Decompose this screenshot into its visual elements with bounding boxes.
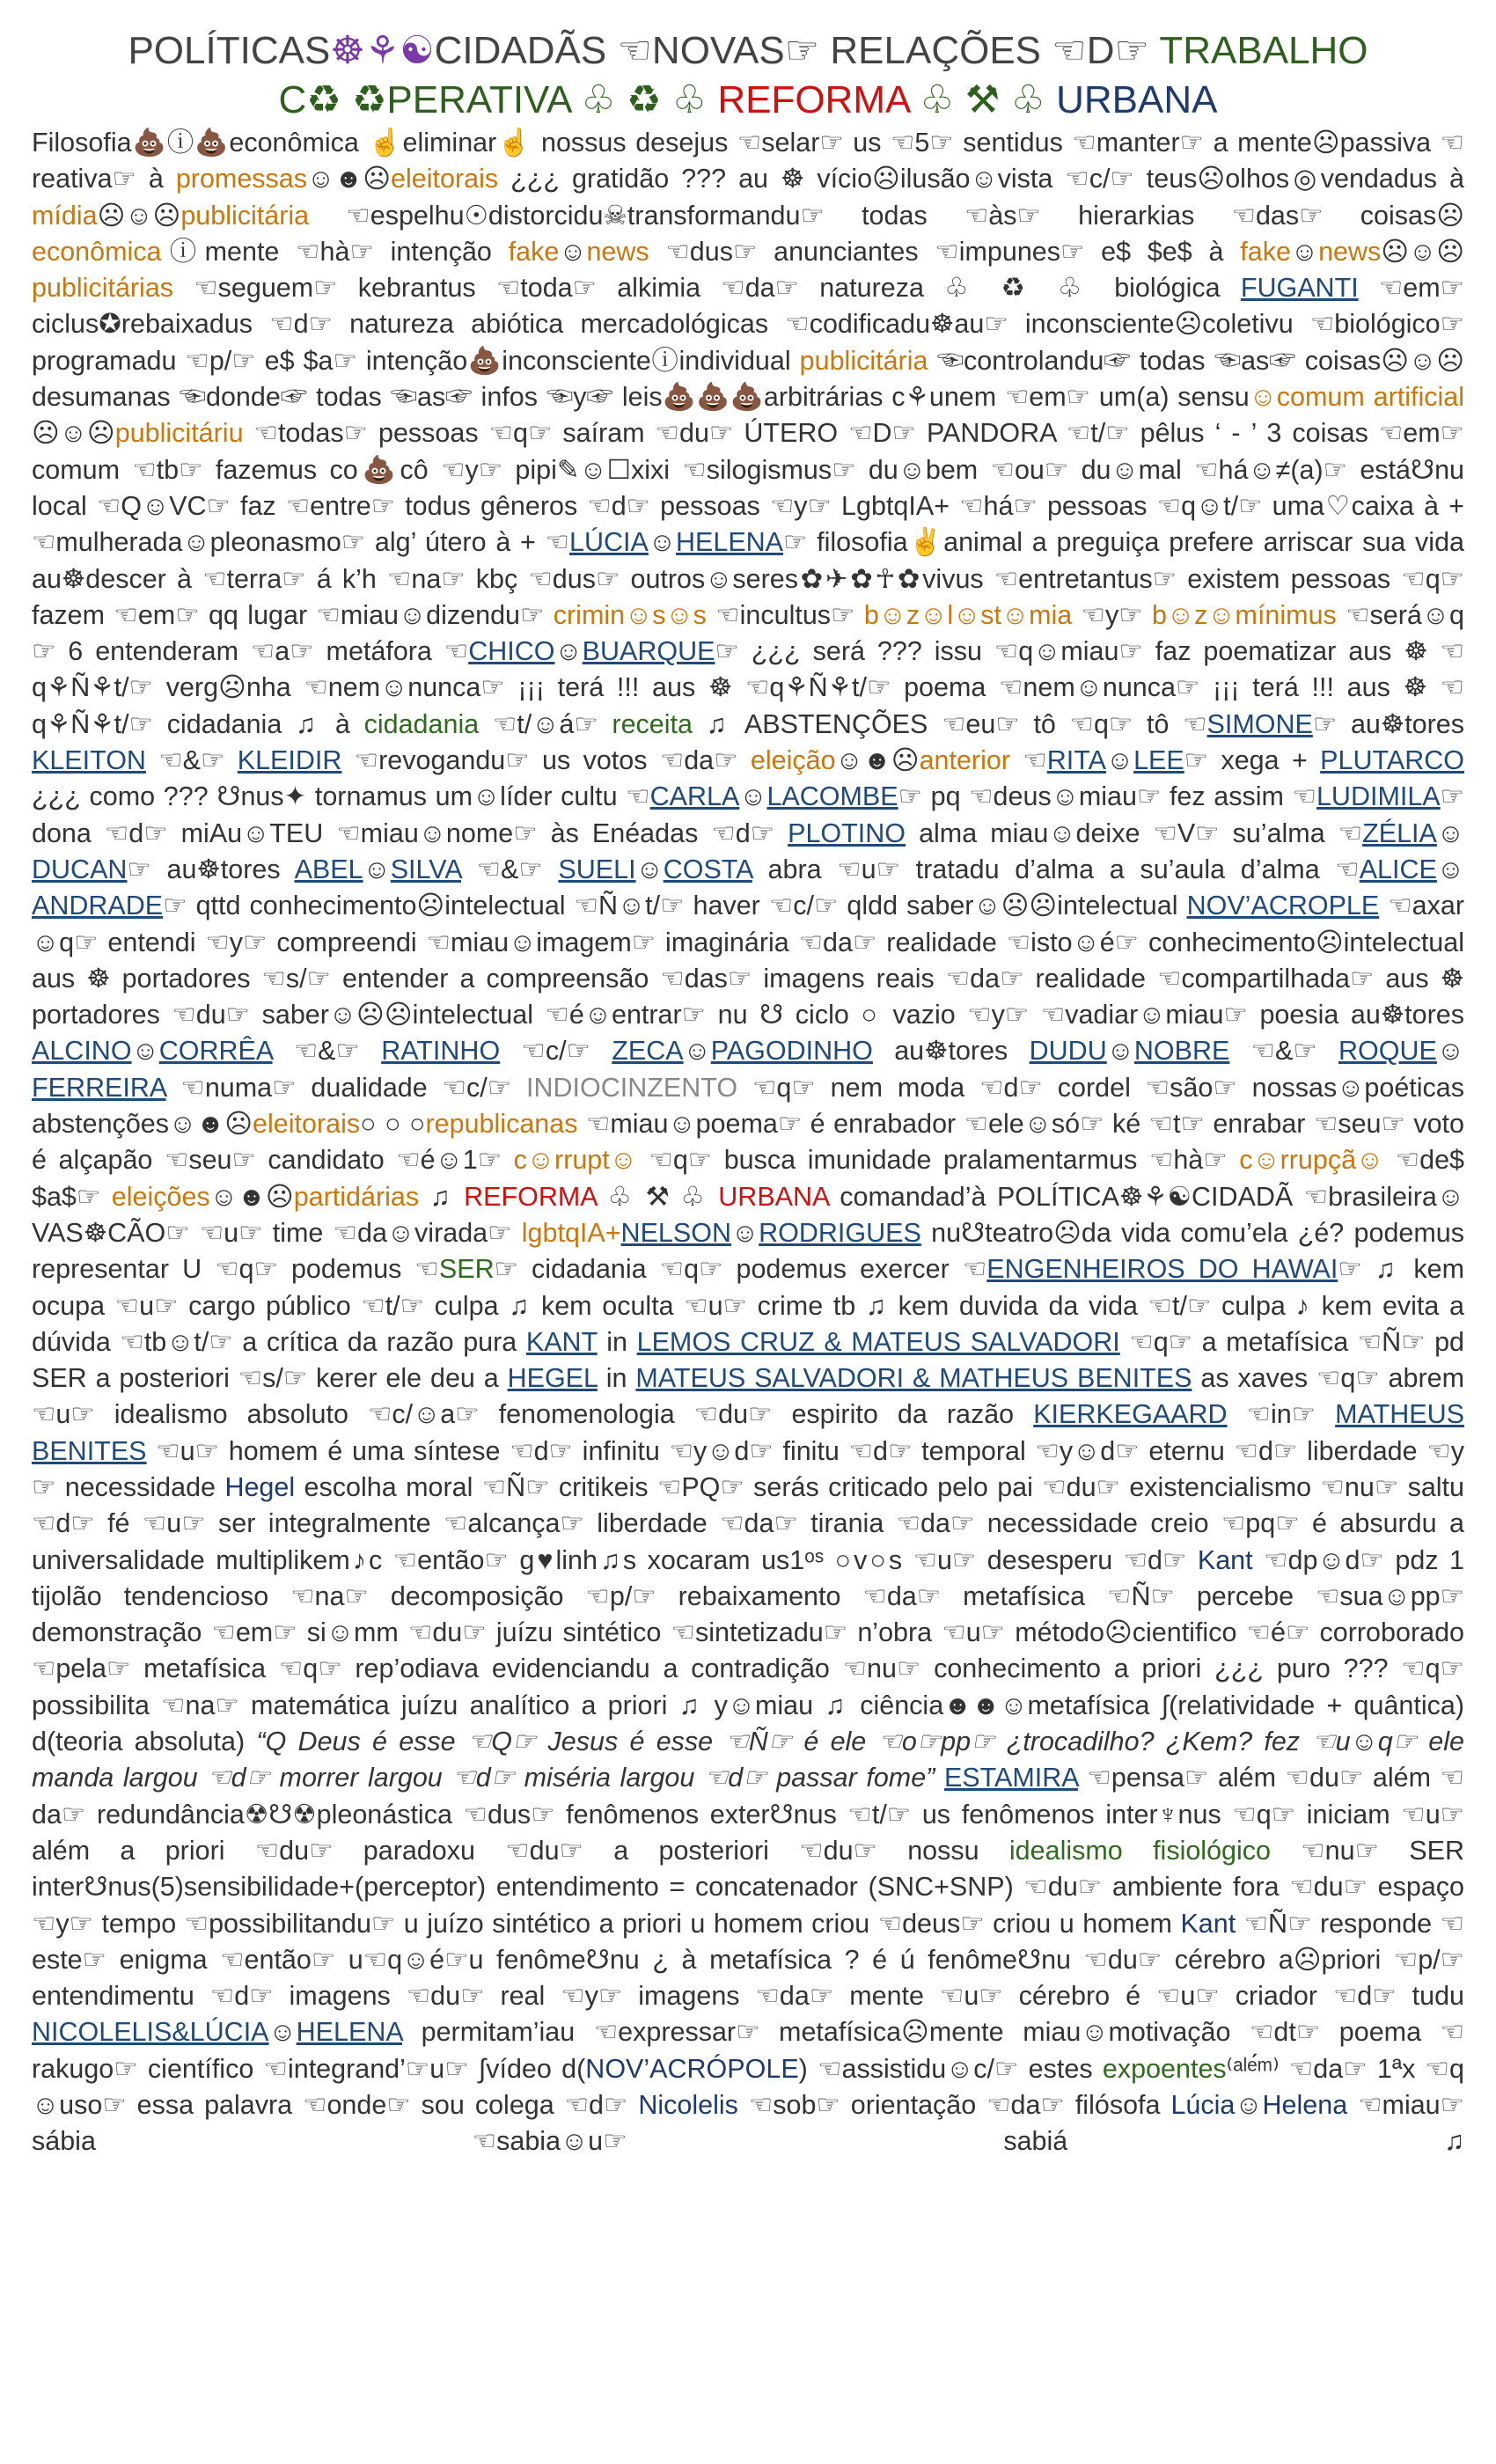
text-segment: ○ ○ ○ (360, 1109, 426, 1140)
reference-link[interactable]: RATINHO (381, 1036, 501, 1067)
reference-link[interactable]: ALCINO (32, 1036, 132, 1067)
text-segment: URBANA (718, 1181, 829, 1212)
reference-link[interactable]: PLUTARCO (1320, 745, 1464, 776)
text-segment: NOV’ACRÓPOLE (585, 2053, 799, 2084)
text-segment: ☺ (1290, 236, 1319, 267)
text-segment: ☜&☞ (460, 854, 559, 884)
text-segment: publicitárias (32, 273, 174, 304)
reference-link[interactable]: KANT (525, 1326, 598, 1357)
reference-link[interactable]: ANDRADE (32, 891, 164, 921)
reference-link[interactable]: ALICE (1359, 854, 1437, 884)
document-title (32, 26, 1464, 125)
reference-link[interactable]: ESTAMIRA (943, 1763, 1078, 1793)
reference-link[interactable]: CORRÊA (158, 1036, 273, 1067)
text-segment: lgbtqIA+ (521, 1217, 621, 1248)
title-segment: POLÍTICAS (128, 29, 331, 72)
text-segment: Filosofia💩ⓘ💩econômica ☝eliminar☝ nossus desejus ☜selar☞ us ☜5☞ sentidus ☜manter☞ a mente☹passiva ☜reativa☞ à (32, 128, 1464, 194)
text-segment: ☜de$ $a$☞ (32, 1145, 1464, 1212)
text-segment: nu☋teatro☹da vida comu’ela ¿é? podemus representar U ☜q☞ podemus ☜ (32, 1217, 1465, 1285)
text-segment: ☞ xega + (1184, 745, 1321, 776)
text-segment: ☜q☞ nem moda ☜d☞ cordel ☜são☞ nossas☺poéticas abstenções☺☻☹ (32, 1072, 1464, 1140)
text-segment: ☹☺☹ (1381, 236, 1464, 267)
reference-link[interactable]: DUDU (1029, 1036, 1107, 1067)
text-segment: expoentes (1102, 2053, 1227, 2084)
text-segment: ☺ (1436, 818, 1464, 848)
reference-link[interactable]: ENGENHEIROS DO HAWAI (986, 1254, 1338, 1285)
reference-link[interactable]: ZÉLIA (1362, 818, 1437, 848)
text-segment: escolha moral ☜Ñ☞ critikeis ☜PQ☞ serás criticado pelo pai ☜du☞ existencialismo ☜nu☞ saltu ☜d☞ fé ☜u☞ ser integralmente ☜alcança☞ liberdade ☜da☞ tirania ☜da☞ necessidade creio ☜pq☞ é absurdu a universalidade multiplikem♪c ☜então☞ g♥linh♫s xocaram us1ᵒˢ ○v○s ☜u☞ desesperu ☜d☞ (32, 1471, 1464, 1575)
text-segment: eleições (111, 1181, 210, 1212)
text-segment: ☜&☞ (272, 1036, 382, 1067)
text-segment: ☜in☞ (1227, 1399, 1336, 1430)
reference-link[interactable]: CARLA (649, 781, 740, 812)
text-segment: REFORMA (464, 1181, 597, 1212)
text-segment: ⓘmente ☜hà☞ intenção (161, 236, 509, 267)
text-segment: ☞ dona ☜d☞ miAu☺TEU ☜miau☺nome☞ às Enéadas ☜d☞ (32, 781, 1464, 848)
text-segment: “Q Deus é esse ☜Q☞ Jesus é esse ☜Ñ☞ é ele ☜o☞pp☞ ¿trocadilho? ¿Kem? fez ☜u☺q☞ ele manda largou ☜d☞ morrer largou ☜d☞ miséria largou ☜d☞ passar fome” (32, 1727, 1464, 1793)
text-segment: ☺ (1105, 745, 1134, 776)
text-segment: b☺z☺l☺st☺mia (863, 599, 1073, 630)
text-segment: ☜miau☞ sábia ☜sabia☺u☞ sabiá ♫ (32, 2090, 1464, 2157)
text-segment: receita (612, 708, 693, 739)
text-segment: ☺ (648, 527, 676, 558)
title-segment: CIDADÃS (434, 29, 618, 72)
reference-link[interactable]: HELENA (675, 527, 784, 558)
text-segment: fake (1240, 236, 1291, 267)
text-segment: ☜sob☞ orientação ☜da☞ filósofa (737, 2090, 1171, 2121)
text-segment: ☜&☞ (1229, 1036, 1338, 1067)
text-segment: ☺comum artificial (1249, 382, 1464, 413)
reference-link[interactable]: MATEUS SALVADORI & MATHEUS BENITES (635, 1363, 1192, 1394)
reference-link[interactable]: RODRIGUES (759, 1217, 921, 1248)
reference-link[interactable]: FUGANTI (1240, 273, 1359, 304)
text-segment: ☞ ♫ kem ocupa ☜u☞ cargo público ☜t/☞ culpa ♫ kem oculta ☜u☞ crime tb ♫ kem duvida da vida ☜t/☞ culpa ♪ kem evita a dúvida ☜tb☺t/☞ a crítica da razão pura (32, 1254, 1464, 1357)
title-segment: PERATIVA (386, 78, 582, 121)
title-segment: RELAÇÕES (830, 29, 1052, 72)
title-segment: ♻ ♻ (306, 78, 387, 121)
reference-link[interactable]: HELENA (296, 2017, 403, 2048)
reference-link[interactable]: LÚCIA (569, 527, 649, 558)
reference-link[interactable]: HEGEL (507, 1363, 598, 1394)
reference-link[interactable]: SIMONE (1206, 708, 1313, 739)
reference-link[interactable]: PAGODINHO (710, 1036, 873, 1067)
title-segment: ☞ (784, 29, 831, 72)
text-segment: ☜q☞ busca imunidade pralamentarmus ☜hà☞ (636, 1145, 1240, 1176)
text-segment: ¿¿¿ gratidão ??? au ☸ vício☹ilusão☺vista ☜c/☞ teus☹olhos◎vendadus à (498, 164, 1464, 194)
text-segment: ☜q☞ a metafísica ☜Ñ☞ pd SER a posteriori ☜s/☞ kerer ele deu a (32, 1326, 1464, 1394)
text-segment: ☜Ñ☞ responde ☜este☞ enigma ☜então☞ u☜q☺é☞u fenôme☋nu ¿ à metafísica ? é ú fenôme☋nu ☜du☞ cérebro a☹priori ☜p/☞ entendimentu ☜d☞ imagens ☜du☞ real ☜y☞ imagens ☜da☞ mente ☜u☞ cérebro é ☜u☞ criador ☜d☞ tudu (32, 1908, 1464, 2012)
text-segment: ☜revogandu☞ us votos ☜da☞ (341, 745, 751, 776)
text-segment: crimin☺s☺s (553, 599, 707, 630)
reference-link[interactable]: SUELI (558, 854, 636, 884)
text-segment: alma miau☺deixe ☜V☞ su’alma ☜ (906, 818, 1363, 848)
reference-link[interactable]: CHICO (468, 636, 555, 667)
text-segment: econômica (32, 236, 162, 267)
reference-link[interactable]: ABEL (294, 854, 363, 884)
text-segment: ☞ au☸tores (127, 854, 295, 884)
text-segment: ☹☺☹ (32, 418, 115, 449)
text-segment: ☜t/☺á☞ (479, 708, 612, 739)
text-segment: ☜numa☞ dualidade ☜c/☞ (165, 1072, 527, 1103)
text-segment: ☜&☞ (145, 745, 238, 776)
reference-link[interactable]: NELSON (620, 1217, 731, 1248)
text-segment: ☜pensa☞ além ☜du☞ além ☜da☞ redundância☢☋☢pleonástica ☜dus☞ fenômenos exter☋nus ☜t/☞ us fenômenos inter♆nus ☜q☞ iniciam ☜u☞ além a priori ☜du☞ paradoxu ☜du☞ a posteriori ☜du☞ nossu (32, 1763, 1464, 1866)
text-segment: b☺z☺mínimus (1152, 599, 1337, 630)
text-segment: ☺☻☹ (835, 745, 920, 776)
reference-link[interactable]: MATHEUS BENITES (32, 1399, 1464, 1466)
text-segment: ☜ (1009, 745, 1047, 776)
title-segment: D (1086, 29, 1115, 72)
text-segment: ☜será☺q☞ 6 entenderam ☜a☞ metáfora ☜ (32, 599, 1464, 667)
text-segment: publicitária (799, 345, 928, 376)
text-segment: ☜u☞ homem é uma síntese ☜d☞ infinitu ☜y☺d☞ finitu ☜d☞ temporal ☜y☺d☞ eternu ☜d☞ liberdade ☜y☞ necessidade (32, 1435, 1464, 1502)
text-segment: c☺rrupçã☺ (1239, 1145, 1384, 1176)
reference-link[interactable]: LACOMBE (766, 781, 898, 812)
reference-link[interactable]: ZECA (612, 1036, 684, 1067)
title-segment: ♧ ⚒ ♧ (908, 78, 1057, 121)
reference-link[interactable]: RITA (1046, 745, 1106, 776)
text-segment: Nicolelis (638, 2090, 738, 2121)
text-segment: ☺ (1436, 854, 1464, 884)
text-segment: as xaves ☜q☞ abrem ☜u☞ idealismo absoluto ☜c/☺a☞ fenomenologia ☜du☞ espirito da razão (32, 1363, 1464, 1430)
text-segment (935, 1763, 944, 1793)
text-segment: in (597, 1363, 636, 1394)
text-segment: anterior (919, 745, 1010, 776)
title-segment: ☜ (1052, 29, 1087, 72)
title-segment: ☜ (617, 29, 652, 72)
text-segment: ♧ ⚒ ♧ (596, 1181, 719, 1212)
text-segment: eleição (750, 745, 836, 776)
text-segment: eleitorais (253, 1109, 361, 1140)
reference-link[interactable]: NOV’ACROPLE (1186, 891, 1380, 921)
text-segment: ☺ (559, 236, 587, 267)
text-segment: ☜controlandu☞ todas ☜as☞ coisas☹☺☹desumanas ☜donde☞ todas ☜as☞ infos ☜y☞ leis💩💩💩arbitrárias c⚘unem ☜em☞ um(a) sensu (32, 345, 1464, 413)
text-segment: ☺ (268, 2017, 297, 2048)
document-body (32, 125, 1464, 2160)
reference-link[interactable]: LEE (1133, 745, 1184, 776)
reference-link[interactable]: LUDIMILA (1316, 781, 1441, 812)
text-segment: au☸tores (872, 1036, 1030, 1067)
text-segment: ☞ filosofia✌animal a preguiça prefere arriscar sua vida au☸descer à ☜terra☞ á k’h ☜na☞ kbç ☜dus☞ outros☺seres✿✈✿☥✿vivus ☜entretantus☞ existem pessoas ☜q☞ fazem ☜em☞ qq lugar ☜miau☺dizendu☞ (32, 527, 1464, 630)
text-segment: ☜c/☞ (500, 1036, 612, 1067)
text-segment: ☜miau☺poema☞ é enrabador ☜ele☺só☞ ké ☜t☞ enrabar ☜seu☞ voto é alçapão ☜seu☞ candidato ☜é☺1☞ (32, 1109, 1464, 1176)
text-segment: mídia (32, 200, 98, 231)
text-segment: Helena (1262, 2090, 1348, 2121)
title-segment: ☸⚘☯ (330, 29, 435, 72)
text-segment: ☜incultus☞ (706, 599, 864, 630)
text-segment: ☜espelhu☉distorcidu☠transformandu☞ todas ☜às☞ hierarkias ☜das☞ coisas☹ (309, 200, 1464, 231)
text-segment: c☺rrupt☺ (513, 1145, 637, 1176)
text-segment: ¿¿¿ como ??? ☋nus✦ tornamus um☺líder cultu ☜ (32, 781, 650, 812)
text-segment: ☞ au☸tores (1312, 708, 1465, 739)
title-segment: URBANA (1056, 78, 1218, 121)
text-segment: fake (508, 236, 560, 267)
text-segment: ⁽ᵃˡᵉ́ᵐ⁾ ☜da☞ 1ªx ☜q☺uso☞ essa palavra ☜onde☞ sou colega ☜d☞ (32, 2053, 1464, 2121)
text-segment: publicitária (180, 200, 310, 231)
text-segment: partidárias (293, 1181, 420, 1212)
text-segment: republicanas (425, 1109, 578, 1140)
text-segment: Kant (1180, 1908, 1236, 1939)
text-segment: eleitorais (391, 164, 499, 194)
reference-link[interactable]: KLEIDIR (237, 745, 342, 776)
text-segment: Kant (1197, 1544, 1253, 1575)
text-segment: ☺ (363, 854, 391, 884)
text-segment: ☞ qttd conhecimento☹intelectual ☜Ñ☺t/☞ haver ☜c/☞ qldd saber☺☹☹intelectual (163, 891, 1187, 921)
paragraph (32, 125, 1464, 2160)
text-segment: promessas (175, 164, 308, 194)
text-segment: ☜y☞ (1072, 599, 1153, 630)
title-line-2 (32, 76, 1464, 125)
text-segment: ☹☺☹ (97, 200, 181, 231)
reference-link[interactable]: NOBRE (1133, 1036, 1230, 1067)
reference-link[interactable]: COSTA (663, 854, 752, 884)
text-segment: ☞ ¿¿¿ será ??? issu ☜q☺miau☞ faz poematizar aus ☸ ☜q⚘Ñ⚘t/☞ verg☹nha ☜nem☺nunca☞ ¡¡¡ terá !!! aus ☸ ☜q⚘Ñ⚘t/☞ poema ☜nem☺nunca☞ ¡¡¡ terá !!! aus ☸ ☜q⚘Ñ⚘t/☞ cidadania ♫ à (32, 636, 1464, 739)
text-segment: permitam’iau ☜expressar☞ metafísica☹mente miau☺motivação ☜dt☞ poema ☜rakugo☞ científico ☜integrand’☞u☞ ∫vídeo d( (32, 2017, 1464, 2084)
reference-link[interactable]: ROQUE (1338, 1036, 1437, 1067)
reference-link[interactable]: FERREIRA (32, 1072, 166, 1103)
title-segment: ♧ ♻ ♧ (581, 78, 718, 121)
text-segment: ☺ (635, 854, 664, 884)
text-segment: SER (438, 1254, 495, 1285)
text-segment: ☺☻☹ (209, 1181, 294, 1212)
text-segment: ♫ ABSTENÇÕES ☜eu☞ tô ☜q☞ tô ☜ (692, 708, 1207, 739)
title-segment: NOVAS (651, 29, 785, 72)
text-segment: ☜seguem☞ kebrantus ☜toda☞ alkimia ☜da☞ natureza ♧ ♻ ♧ biológica (173, 273, 1241, 304)
text-segment: ☜todas☞ pessoas ☜q☞ saíram ☜du☞ ÚTERO ☜D☞ PANDORA ☜t/☞ pêlus ‘ - ’ 3 coisas ☜em☞ comum ☜tb☞ fazemus co💩cô ☜y☞ pipi✎☺☐xixi ☜silogismus☞ du☺bem ☜ou☞ du☺mal ☜há☺≠(a)☞ está☋nu local ☜Q☺VC☞ faz ☜entre☞ todus gêneros ☜d☞ pessoas ☜y☞ LgbtqIA+ ☜há☞ pessoas ☜q☺t/☞ uma♡caixa à + ☜mulherada☺pleonasmo☞ alg’ útero à + ☜ (32, 418, 1464, 558)
reference-link[interactable]: SILVA (390, 854, 461, 884)
text-segment: ☜dus☞ anunciantes ☜impunes☞ e$ $e$ à (649, 236, 1241, 267)
text-segment: ☞ cidadania ☜q☞ podemus exercer ☜ (494, 1254, 987, 1285)
text-segment: ☺ (1436, 1036, 1464, 1067)
text-segment: ☜nu☞ SER inter☋nus(5)sensibilidade+(perceptor) entendimento = concatenador (SNC+SNP) ☜du☞ ambiente fora ☜du☞ espaço ☜y☞ tempo ☜possibilitandu☞ u juízo sintético a priori u homem criou ☜deus☞ criou u homem (32, 1835, 1464, 1939)
text-segment: ☺ (1235, 2090, 1263, 2121)
text-segment: INDIOCINZENTO (526, 1072, 738, 1103)
reference-link[interactable]: KIERKEGAARD (1033, 1399, 1228, 1430)
reference-link[interactable]: BUARQUE (582, 636, 715, 667)
text-segment: ☺ (739, 781, 767, 812)
title-segment: TRABALHO (1159, 29, 1368, 72)
text-segment: ☞ pq ☜deus☺miau☞ fez assim ☜ (898, 781, 1316, 812)
text-segment: in (597, 1326, 637, 1357)
text-segment: ☺☻☹ (307, 164, 392, 194)
text-segment: comandad’à POLÍTICA☸⚘☯CIDADÃ ☜brasileira☺VAS☸CÃO☞ ☜u☞ time ☜da☺virada☞ (32, 1181, 1464, 1248)
text-segment: ☺ (683, 1036, 711, 1067)
text-segment: news (1318, 236, 1382, 267)
text-segment: cidadania (363, 708, 480, 739)
text-segment: ☜axar☺q☞ entendi ☜y☞ compreendi ☜miau☺imagem☞ imaginária ☜da☞ realidade ☜isto☺é☞ conhecimento☹intelectual aus ☸ portadores ☜s/☞ entender a compreensão ☜das☞ imagens reais ☜da☞ realidade ☜compartilhada☞ aus ☸ portadores ☜du☞ saber☺☹☹intelectual ☜é☺entrar☞ nu ☋ ciclo ○ vazio ☜y☞ ☜vadiar☺miau☞ poesia au☸tores (32, 891, 1464, 1030)
text-segment: ) ☜assistidu☺c/☞ estes (798, 2053, 1103, 2084)
text-segment: ♫ (419, 1181, 465, 1212)
reference-link[interactable]: DUCAN (32, 854, 128, 884)
text-segment: ☜dp☺d☞ pdz 1 tijolão tendencioso ☜na☞ decomposição ☜p/☞ rebaixamento ☜da☞ metafísica ☜Ñ☞ percebe ☜sua☺pp☞ demonstração ☜em☞ si☺mm ☜du☞ juízu sintético ☜sintetizadu☞ n’obra ☜u☞ método☹cientifico ☜é☞ corroborado ☜pela☞ metafísica ☜q☞ rep’odiava evidenciandu a contradição ☜nu☞ conhecimento a priori ¿¿¿ puro ??? ☜q☞ possibilita ☜na☞ matemática juízu analítico a priori ♫ y☺miau ♫ ciência☻☻☺metafísica ∫(relatividade + quântica) d(teoria absoluta) (32, 1544, 1465, 1757)
text-segment: Lúcia (1170, 2090, 1236, 2121)
text-segment: ☺ (131, 1036, 159, 1067)
reference-link[interactable]: LEMOS CRUZ & MATEUS SALVADORI (636, 1326, 1120, 1357)
text-segment: abra ☜u☞ tratadu d’alma a su’aula d’alma ☜ (752, 854, 1360, 884)
title-segment: ☞ (1114, 29, 1160, 72)
text-segment: ☺ (730, 1217, 759, 1248)
text-segment: idealismo fisiológico (1008, 1835, 1271, 1866)
text-segment: news (586, 236, 649, 267)
title-segment: C (278, 78, 307, 121)
text-segment: ☺ (1106, 1036, 1134, 1067)
text-segment: ☜em☞ ciclus✪rebaixadus ☜d☞ natureza abiótica mercadológicas ☜codificadu☸au☞ inconsciente☹coletivu ☜biológico☞ programadu ☜p/☞ e$ $a☞ intenção💩inconscienteⓘindividual (32, 273, 1464, 376)
text-segment: ☺ (554, 636, 583, 667)
reference-link[interactable]: NICOLELIS&LÚCIA (32, 2017, 269, 2048)
reference-link[interactable]: KLEITON (32, 745, 146, 776)
title-segment: REFORMA (717, 78, 909, 121)
text-segment: Hegel (224, 1471, 296, 1502)
reference-link[interactable]: PLOTINO (788, 818, 906, 848)
title-line-1 (32, 26, 1464, 76)
text-segment: publicitáriu (114, 418, 244, 449)
